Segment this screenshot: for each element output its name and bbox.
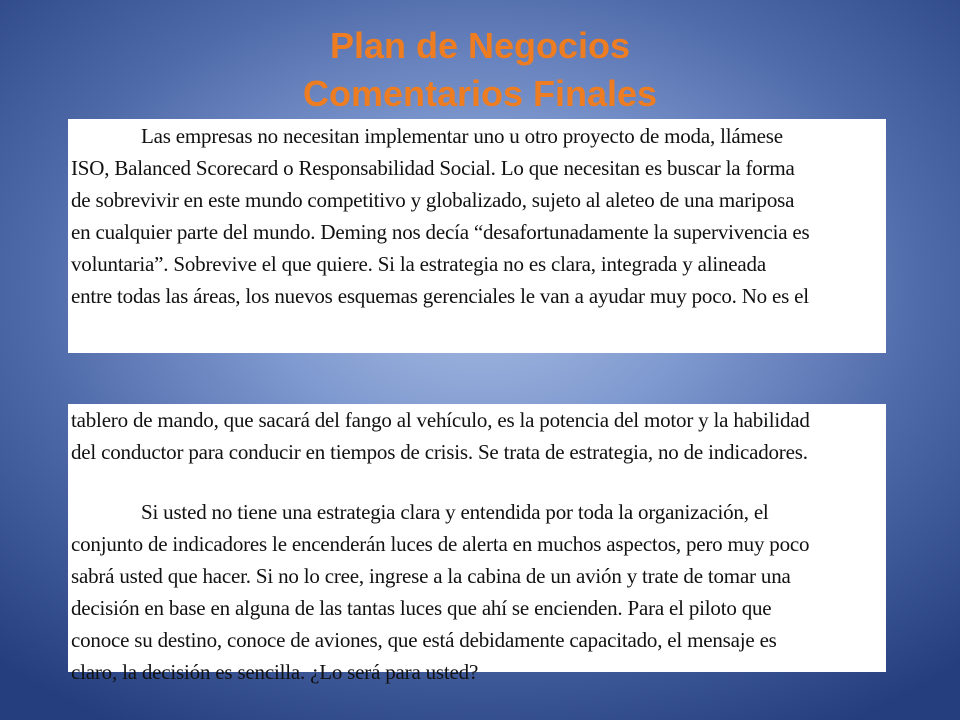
text-line: conjunto de indicadores le encenderán luces de alerta en muchos aspectos, pero muy poco [71,532,810,556]
text-line: del conductor para conducir en tiempos de crisis. Se trata de estrategia, no de indicadores. [71,440,808,464]
text-line: conoce su destino, conoce de aviones, que está debidamente capacitado, el mensaje es [71,628,777,652]
text-line: de sobrevivir en este mundo competitivo y globalizado, sujeto al aleteo de una mariposa [71,188,795,212]
slide-title-line-2: Comentarios Finales [302,73,658,114]
text-line: voluntaria”. Sobrevive el que quiere. Si la estrategia no es clara, integrada y alineada [71,252,766,276]
text-line: claro, la decisión es sencilla. ¿Lo será para usted? [71,660,479,684]
text-line: Las empresas no necesitan implementar uno u otro proyecto de moda, llámese [141,124,783,148]
text-line: en cualquier parte del mundo. Deming nos decía “desafortunadamente la supervivencia es [71,220,810,244]
text-line: Si usted no tiene una estrategia clara y entendida por toda la organización, el [141,500,769,524]
text-excerpt-1 [68,119,886,353]
text-line: ISO, Balanced Scorecard o Responsabilidad Social. Lo que necesitan es buscar la forma [71,156,795,180]
slide-title-line-1: Plan de Negocios [329,25,631,66]
text-line: sabrá usted que hacer. Si no lo cree, ingrese a la cabina de un avión y trate de tomar una [71,564,791,588]
text-line: tablero de mando, que sacará del fango al vehículo, es la potencia del motor y la habilidad [71,408,810,432]
slide-title [0,22,960,118]
text-line: entre todas las áreas, los nuevos esquemas gerenciales le van a ayudar muy poco. No es el [71,284,809,308]
text-excerpt-2 [68,404,886,684]
text-line: decisión en base en alguna de las tantas luces que ahí se encienden. Para el piloto que [71,596,772,620]
paragraph-gap [71,468,880,496]
